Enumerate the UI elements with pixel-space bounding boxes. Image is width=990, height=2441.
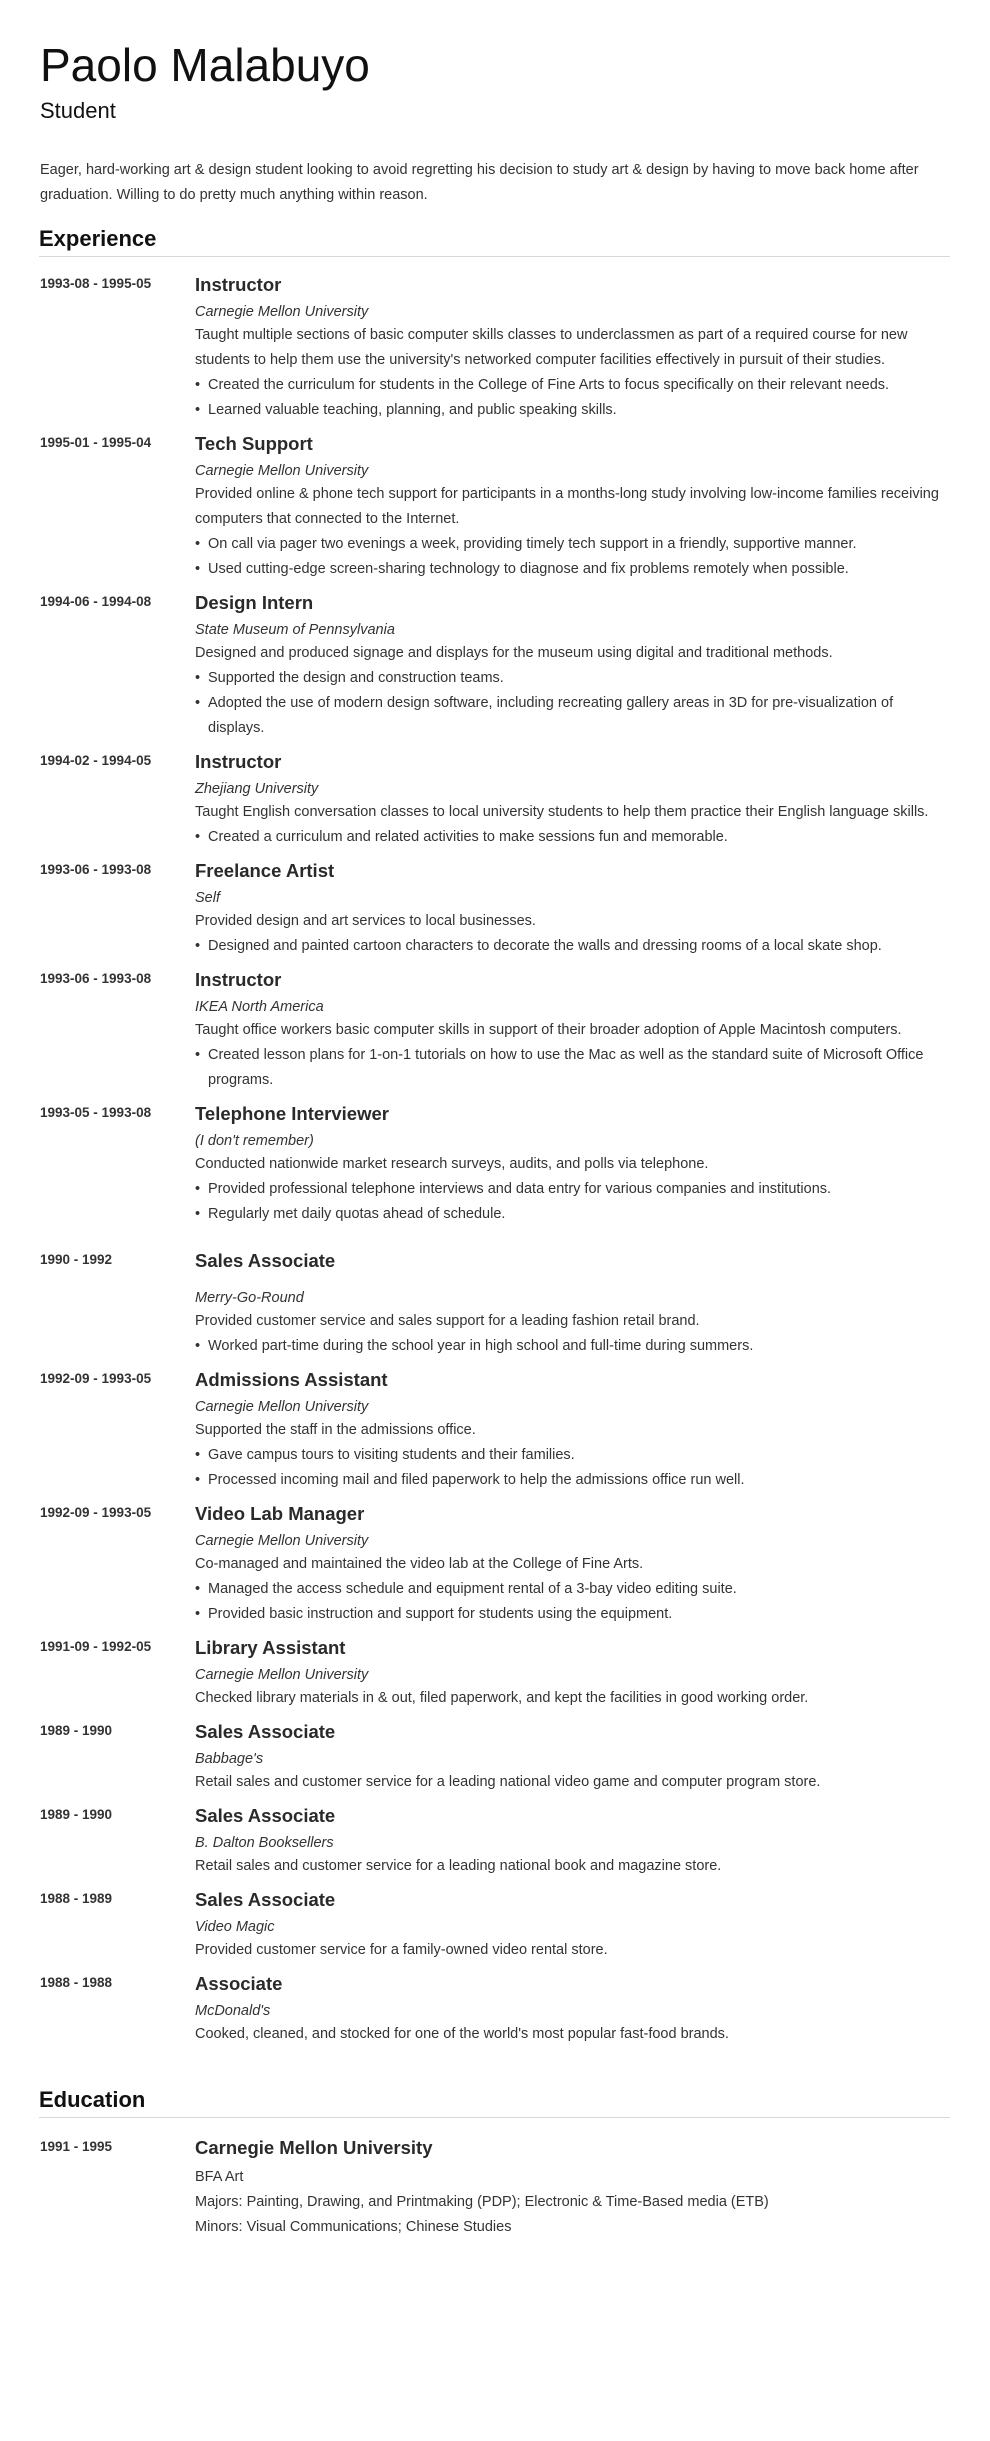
job-description: Conducted nationwide market research surveys, audits, and polls via telephone. [195, 1156, 709, 1172]
job-description: Checked library materials in & out, filed paperwork, and kept the facilities in good working order. [195, 1690, 809, 1706]
experience-body [195, 1502, 950, 1627]
job-description: Supported the staff in the admissions office. [195, 1422, 476, 1438]
job-description: Provided customer service and sales support for a leading fashion retail brand. [195, 1313, 700, 1329]
employer: Carnegie Mellon University [195, 1533, 369, 1549]
majors: Majors: Painting, Drawing, and Printmaking (PDP); Electronic & Time-Based media (ETB) [195, 2194, 769, 2210]
experience-entry [40, 273, 950, 423]
job-highlight: • Created lesson plans for 1-on-1 tutorials on how to use the Mac as well as the standard suite of Microsoft Office programs. [195, 1043, 950, 1093]
employer: (I don't remember) [195, 1133, 314, 1149]
experience-entry [40, 1368, 950, 1493]
job-description: Retail sales and customer service for a leading national video game and computer program store. [195, 1774, 821, 1790]
job-description: Taught office workers basic computer skills in support of their broader adoption of Apple Macintosh computers. [195, 1022, 902, 1038]
experience-dates: 1995-01 - 1995-04 [40, 435, 152, 450]
experience-body [195, 1102, 950, 1227]
job-highlight: • Worked part-time during the school year in high school and full-time during summers. [195, 1334, 950, 1359]
experience-dates: 1993-05 - 1993-08 [40, 1105, 152, 1120]
experience-dates: 1993-06 - 1993-08 [40, 862, 152, 877]
experience-entry [40, 968, 950, 1093]
school-name: Carnegie Mellon University [195, 2137, 433, 2158]
experience-dates: 1994-06 - 1994-08 [40, 594, 152, 609]
employer: Carnegie Mellon University [195, 304, 369, 320]
job-highlight: • Used cutting-edge screen-sharing technology to diagnose and fix problems remotely when possible. [195, 557, 950, 582]
job-description: Provided customer service for a family-owned video rental store. [195, 1942, 608, 1958]
job-title: Design Intern [195, 592, 314, 613]
education-entry [40, 2136, 950, 2240]
employer: Carnegie Mellon University [195, 1399, 369, 1415]
experience-dates: 1994-02 - 1994-05 [40, 753, 152, 768]
job-title: Library Assistant [195, 1637, 346, 1658]
experience-body [195, 1972, 950, 2047]
job-highlight: • On call via pager two evenings a week, providing timely tech support in a friendly, supportive manner. [195, 532, 950, 557]
experience-dates: 1992-09 - 1993-05 [40, 1505, 152, 1520]
experience-list [40, 273, 950, 2047]
job-description: Designed and produced signage and displays for the museum using digital and traditional methods. [195, 645, 833, 661]
experience-dates: 1988 - 1989 [40, 1891, 113, 1906]
job-description: Retail sales and customer service for a leading national book and magazine store. [195, 1858, 722, 1874]
job-highlights [195, 373, 950, 423]
experience-dates: 1989 - 1990 [40, 1723, 113, 1738]
job-title: Sales Associate [195, 1889, 336, 1910]
person-name: Paolo Malabuyo [40, 39, 370, 91]
job-highlights [195, 1177, 950, 1227]
job-highlight: • Created a curriculum and related activities to make sessions fun and memorable. [195, 825, 950, 850]
job-description: Taught English conversation classes to local university students to help them practice their English language skills. [195, 804, 929, 820]
minors: Minors: Visual Communications; Chinese Studies [195, 2219, 512, 2235]
experience-heading: Experience [39, 226, 950, 257]
experience-body [195, 859, 950, 959]
summary: Eager, hard-working art & design student looking to avoid regretting his decision to study art & design by having to move back home after graduation. Willing to do pretty much anything within reason. [40, 162, 919, 203]
job-title: Tech Support [195, 433, 313, 454]
job-highlight: • Processed incoming mail and filed paperwork to help the admissions office run well. [195, 1468, 950, 1493]
job-title: Instructor [195, 274, 282, 295]
experience-entry [40, 432, 950, 582]
experience-body [195, 1888, 950, 1963]
job-title: Sales Associate [195, 1805, 336, 1826]
experience-body [195, 1249, 950, 1359]
employer: Self [195, 890, 220, 906]
education-body [195, 2136, 950, 2240]
experience-entry [40, 1804, 950, 1879]
experience-dates: 1993-06 - 1993-08 [40, 971, 152, 986]
resume [0, 38, 990, 2240]
employer: Babbage's [195, 1751, 264, 1767]
job-highlights [195, 825, 950, 850]
job-title: Freelance Artist [195, 860, 335, 881]
employer: Video Magic [195, 1919, 275, 1935]
person-headline: Student [40, 98, 116, 123]
job-description: Provided online & phone tech support for participants in a months-long study involving low-income families receiving computers that connected to the Internet. [195, 486, 939, 527]
experience-dates: 1992-09 - 1993-05 [40, 1371, 152, 1386]
education-list [40, 2136, 950, 2240]
experience-body [195, 1636, 950, 1711]
experience-entry [40, 591, 950, 741]
job-highlight: • Adopted the use of modern design software, including recreating gallery areas in 3D for pre-visualization of displays. [195, 691, 950, 741]
job-title: Instructor [195, 751, 282, 772]
experience-body [195, 1804, 950, 1879]
employer: IKEA North America [195, 999, 324, 1015]
experience-dates: 1991-09 - 1992-05 [40, 1639, 152, 1654]
employer: State Museum of Pennsylvania [195, 622, 395, 638]
experience-entry [40, 1888, 950, 1963]
experience-body [195, 750, 950, 850]
job-title: Instructor [195, 969, 282, 990]
experience-body [195, 273, 950, 423]
job-title: Telephone Interviewer [195, 1103, 389, 1124]
job-highlight: • Provided professional telephone interviews and data entry for various companies and institutions. [195, 1177, 950, 1202]
experience-entry [40, 1249, 950, 1359]
experience-body [195, 1720, 950, 1795]
job-highlights [195, 666, 950, 741]
experience-body [195, 968, 950, 1093]
job-highlight: • Managed the access schedule and equipment rental of a 3-bay video editing suite. [195, 1577, 950, 1602]
job-highlight: • Created the curriculum for students in the College of Fine Arts to focus specifically on their relevant needs. [195, 373, 950, 398]
experience-dates: 1988 - 1988 [40, 1975, 113, 1990]
job-title: Sales Associate [195, 1721, 336, 1742]
job-highlights [195, 934, 950, 959]
experience-entry [40, 1502, 950, 1627]
degree: BFA Art [195, 2169, 244, 2185]
job-highlight: • Regularly met daily quotas ahead of schedule. [195, 1202, 950, 1227]
job-highlight: • Gave campus tours to visiting students and their families. [195, 1443, 950, 1468]
job-highlights [195, 1334, 950, 1359]
job-title: Admissions Assistant [195, 1369, 388, 1390]
experience-entry [40, 750, 950, 850]
experience-body [195, 591, 950, 741]
experience-entry [40, 1102, 950, 1227]
job-description: Cooked, cleaned, and stocked for one of the world's most popular fast-food brands. [195, 2026, 729, 2042]
education-dates: 1991 - 1995 [40, 2139, 113, 2154]
experience-entry [40, 1720, 950, 1795]
employer: Merry-Go-Round [195, 1290, 304, 1306]
job-highlights [195, 532, 950, 582]
experience-dates: 1993-08 - 1995-05 [40, 276, 152, 291]
experience-entry [40, 1972, 950, 2047]
job-title: Video Lab Manager [195, 1503, 365, 1524]
job-highlight: • Designed and painted cartoon characters to decorate the walls and dressing rooms of a local skate shop. [195, 934, 950, 959]
experience-body [195, 1368, 950, 1493]
experience-body [195, 432, 950, 582]
job-title: Sales Associate [195, 1250, 336, 1271]
job-highlight: • Supported the design and construction teams. [195, 666, 950, 691]
experience-entry [40, 1636, 950, 1711]
experience-entry [40, 859, 950, 959]
job-description: Taught multiple sections of basic computer skills classes to underclassmen as part of a required course for new students to help them use the university's networked computer facilities effectively in pursuit of their studies. [195, 327, 908, 368]
job-title: Associate [195, 1973, 283, 1994]
employer: B. Dalton Booksellers [195, 1835, 334, 1851]
education-heading: Education [39, 2087, 950, 2118]
job-highlights [195, 1577, 950, 1627]
job-highlight: • Learned valuable teaching, planning, and public speaking skills. [195, 398, 950, 423]
experience-dates: 1989 - 1990 [40, 1807, 113, 1822]
job-highlight: • Provided basic instruction and support for students using the equipment. [195, 1602, 950, 1627]
employer: Zhejiang University [195, 781, 319, 797]
employer: McDonald's [195, 2003, 271, 2019]
experience-dates: 1990 - 1992 [40, 1252, 113, 1267]
employer: Carnegie Mellon University [195, 463, 369, 479]
job-description: Co-managed and maintained the video lab at the College of Fine Arts. [195, 1556, 644, 1572]
job-highlights [195, 1043, 950, 1093]
job-description: Provided design and art services to local businesses. [195, 913, 536, 929]
employer: Carnegie Mellon University [195, 1667, 369, 1683]
job-highlights [195, 1443, 950, 1493]
